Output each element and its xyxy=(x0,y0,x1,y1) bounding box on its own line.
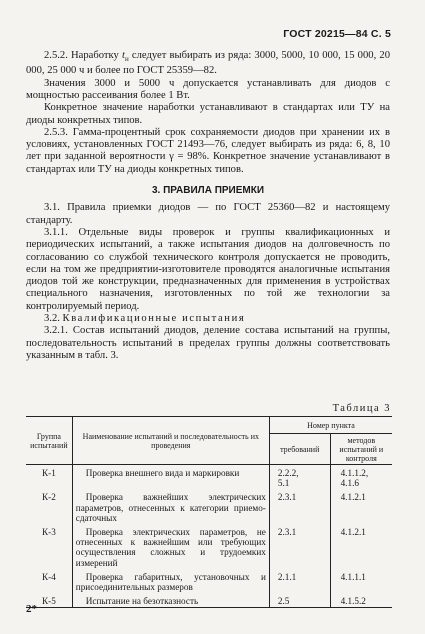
header-clause: Номер пункта xyxy=(269,417,392,434)
table-caption: Таблица 3 xyxy=(332,403,391,414)
header-req: требований xyxy=(269,434,330,465)
cell-method: 4.1.2.1 xyxy=(340,492,366,503)
cell-method: 4.1.1.2, 4.1.6 xyxy=(340,468,369,489)
cell-req: 2.2.2, 5.1 xyxy=(269,465,330,490)
section-title: 3. ПРАВИЛА ПРИЕМКИ xyxy=(151,185,265,197)
body-text xyxy=(26,50,390,362)
cell-group: К-3 xyxy=(26,524,72,569)
table-row xyxy=(26,524,392,569)
cell-group: К-5 xyxy=(26,593,72,608)
paragraph-3-1: 3.1. Правила приемки диодов — по ГОСТ 25360—82 и настоящему стандарту. xyxy=(26,202,390,226)
page-footer: 2* xyxy=(26,603,37,615)
paragraph-values: Значения 3000 и 5000 ч допускается устанавливать для диодов с мощностью рассеивания более 1 Вт. xyxy=(26,77,390,101)
cell-group: К-4 xyxy=(26,569,72,593)
paragraph-concrete: Конкретное значение наработки устанавливают в стандартах или ТУ на диоды конкретных типов. xyxy=(26,102,390,126)
cell-method: 4.1.2.1 xyxy=(340,527,366,538)
paragraph-3-2: 3.2. Квалификационные испытания xyxy=(44,313,246,325)
paragraph-3-1-1: 3.1.1. Отдельные виды проверок и группы квалификационных и периодических испытаний, а также испытания диодов на долговечность по согласованию со службой технического контроля допускается не проводить, если на том же предприятии-изготовителе проводятся аналогичные испытания диодов той же конструкции, предназначенных для применения в устройствах специального назначения, изготовленных по той же технологии за контролируемый период. xyxy=(26,226,390,312)
table-body xyxy=(26,465,392,608)
paragraph-2-5-2: 2.5.2. Наработку $t_н$ следует выбирать из ряда: 3000, 5000, 10 000, 15 000, 20 000, 25 000 ч и более по ГОСТ 25359—82. xyxy=(26,50,390,77)
cell-req: 2.5 xyxy=(269,593,330,608)
page-header: ГОСТ 20215—84 С. 5 xyxy=(283,28,391,40)
header-group: Группа испытаний xyxy=(26,417,72,465)
cell-name: Проверка габаритных, установочных и присоединительных размеров xyxy=(72,569,269,593)
cell-req: 2.3.1 xyxy=(269,524,330,569)
paragraph-3-2-1: 3.2.1. Состав испытаний диодов, деление состава испытаний на группы, последовательность испытаний в пределах группы должны соответствовать указанным в табл. 3. xyxy=(26,325,390,361)
table-row xyxy=(26,489,392,524)
table-row xyxy=(26,593,392,608)
cell-method: 4.1.1.1 xyxy=(340,571,366,582)
paragraph-2-5-3: 2.5.3. Гамма-процентный срок сохраняемости диодов при хранении их в условиях, установленных ГОСТ 21493—76, следует выбирать из ряда: 6, 8, 10 лет при заданной вероятности γ = 98%. Конкретное значение устанавливают в стандартах или ТУ на диоды конкретных типов. xyxy=(26,126,390,175)
cell-method: 4.1.5.2 xyxy=(340,596,366,607)
table-row xyxy=(26,465,392,490)
header-name: Наименование испытаний и последовательность их проведения xyxy=(72,417,269,465)
cell-req: 2.3.1 xyxy=(269,489,330,524)
cell-name: Испытание на безотказность xyxy=(72,593,269,608)
cell-req: 2.1.1 xyxy=(269,569,330,593)
cell-group: К-2 xyxy=(26,489,72,524)
cell-name: Проверка электрических параметров, не отнесенных к важнейшим или требующих осуществления сложных и трудоемких измерений xyxy=(72,524,269,569)
cell-name: Проверка внешнего вида и маркировки xyxy=(72,465,269,490)
table-3 xyxy=(26,416,392,608)
header-method: методов испытаний и контроля xyxy=(330,434,392,465)
cell-name: Проверка важнейших электрических параметров, отнесенных к категории приемо-сдаточных xyxy=(72,489,269,524)
table-row xyxy=(26,569,392,593)
cell-group: К-1 xyxy=(26,465,72,490)
